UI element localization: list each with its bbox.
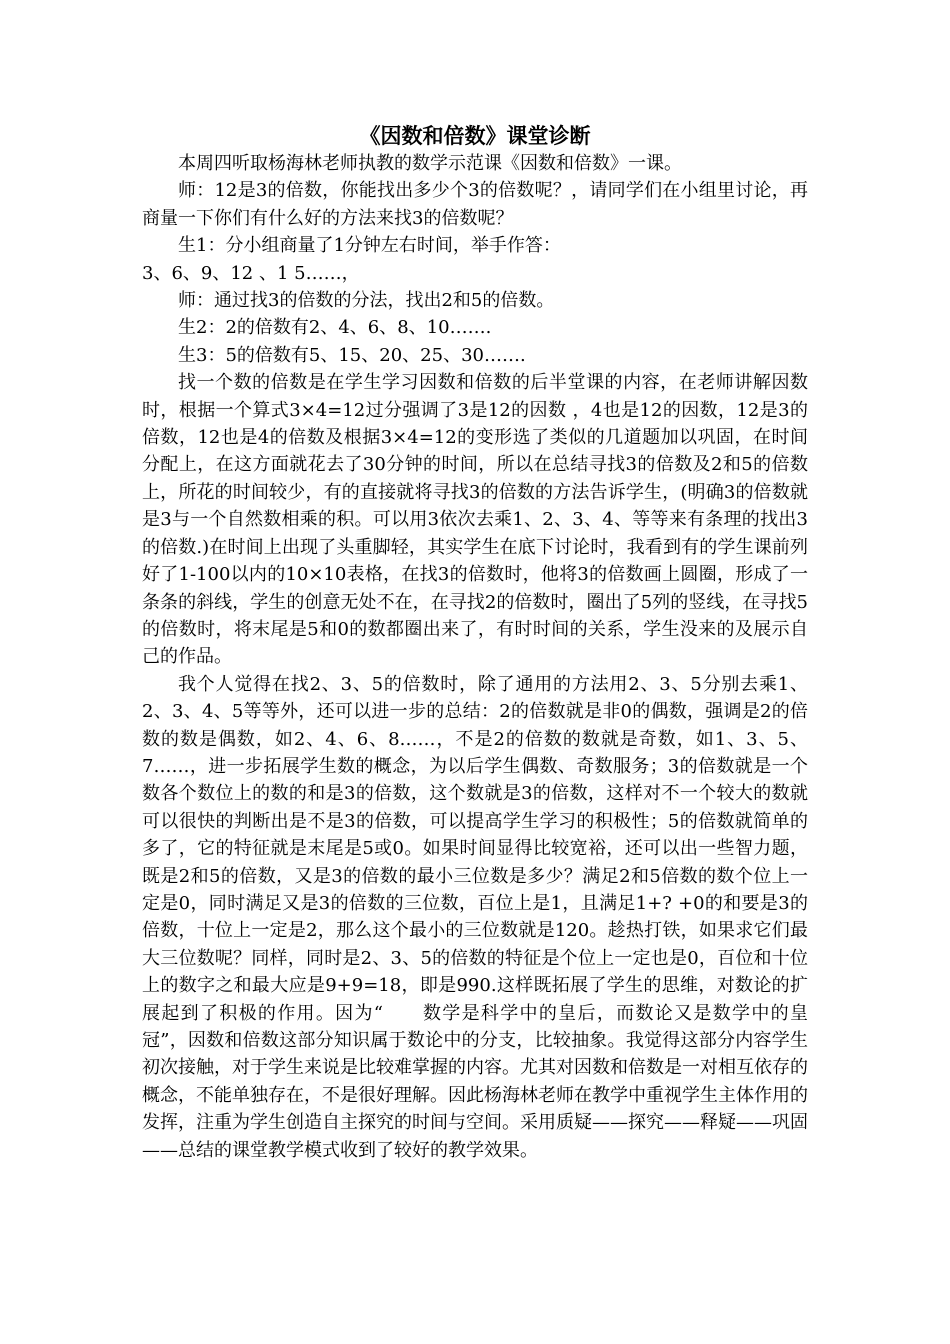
intro-paragraph: 本周四听取杨海林老师执教的数学示范课《因数和倍数》一课。 (178, 153, 682, 174)
document-title: 《因数和倍数》课堂诊断 (359, 123, 591, 148)
student1-paragraph: 生1：分小组商量了1分钟左右时间，举手作答： (178, 235, 561, 257)
teacher-instruction-paragraph: 师：通过找3的倍数的分法，找出2和5的倍数。 (178, 290, 555, 312)
student2-paragraph: 生2：2的倍数有2、4、6、8、10……. (178, 317, 492, 339)
document-body (142, 150, 808, 1164)
reflection-paragraph: 我个人觉得在找2、3、5的倍数时，除了通用的方法用2、3、5分别去乘1、2、3、4、5等等外，还可以进一步的总结：2的倍数就是非0的偶数，强调是2的倍数的数是偶数，如2、4、6、8……，不是2的倍数的数就是奇数，如1、3、5、7……，进一步拓展学生数的概念，为以后学生偶数、奇数服务；3的倍数就是一个数各个数位上的数的和是3的倍数，这个数就是3的倍数，这样对不一个较大的数就可以很快的判断出是不是3的倍数，可以提高学生学习的积极性；5的倍数就简单的多了，它的特征就是末尾是5或0。如果时间显得比较宽裕，还可以出一些智力题，既是2和5的倍数，又是3的倍数的最小三位数是多少？满足2和5倍数的数个位上一定是0，同时满足又是3的倍数的三位数，百位上是1，且满足1+? +0的和要是3的倍数，十位上一定是2，那么这个最小的三位数就是120。趁热打铁，如果求它们最大三位数呢？同样，同时是2、3、5的倍数的特征是个位上一定也是0，百位和十位上的数字之和最大应是9+9=18，即是990.这样既拓展了学生的思维，对数论的扩展起到了积极的作用。因为“ 数学是科学中的皇后，而数论又是数学中的皇冠”，因数和倍数这部分知识属于数论中的分支，比较抽象。我觉得这部分内容学生初次接触，对于学生来说是比较难掌握的内容。尤其对因数和倍数是一对相互依存的概念，不能单独存在，不是很好理解。因此杨海林老师在教学中重视学生主体作用的发挥，注重为学生创造自主探究的时间与空间。采用质疑——探究——释疑——巩固——总结的课堂教学模式收到了较好的教学效果。 (142, 673, 808, 1161)
multiples-of-3-line: 3、6、9、12 、1 5……， (142, 262, 360, 284)
teacher-question-paragraph: 师：12是3的倍数，你能找出多少个3的倍数呢？，请同学们在小组里讨论，再商量一下你们有什么好的方法来找3的倍数呢？ (142, 180, 808, 229)
analysis-paragraph: 找一个数的倍数是在学生学习因数和倍数的后半堂课的内容，在老师讲解因数时，根据一个算式3×4=12过分强调了3是12的因数 ，4也是12的因数，12是3的倍数，12也是4的倍数及根据3×4=12的变形选了类似的几道题加以巩固，在时间分配上，在这方面就花去了30分钟的时间，所以在总结寻找3的倍数及2和5的倍数上，所花的时间较少，有的直接就将寻找3的倍数的方法告诉学生，(明确3的倍数就是3与一个自然数相乘的积。可以用3依次去乘1、2、3、4、等等来有条理的找出3的倍数.)在时间上出现了头重脚轻，其实学生在底下讨论时，我看到有的学生课前列好了1-100以内的10×10表格，在找3的倍数时，他将3的倍数画上圆圈，形成了一条条的斜线，学生的创意无处不在，在寻找2的倍数时，圈出了5列的竖线，在寻找5的倍数时，将末尾是5和0的数都圈出来了，有时时间的关系，学生没来的及展示自己的作品。 (142, 372, 808, 668)
student3-paragraph: 生3：5的倍数有5、15、20、25、30……. (178, 344, 526, 366)
